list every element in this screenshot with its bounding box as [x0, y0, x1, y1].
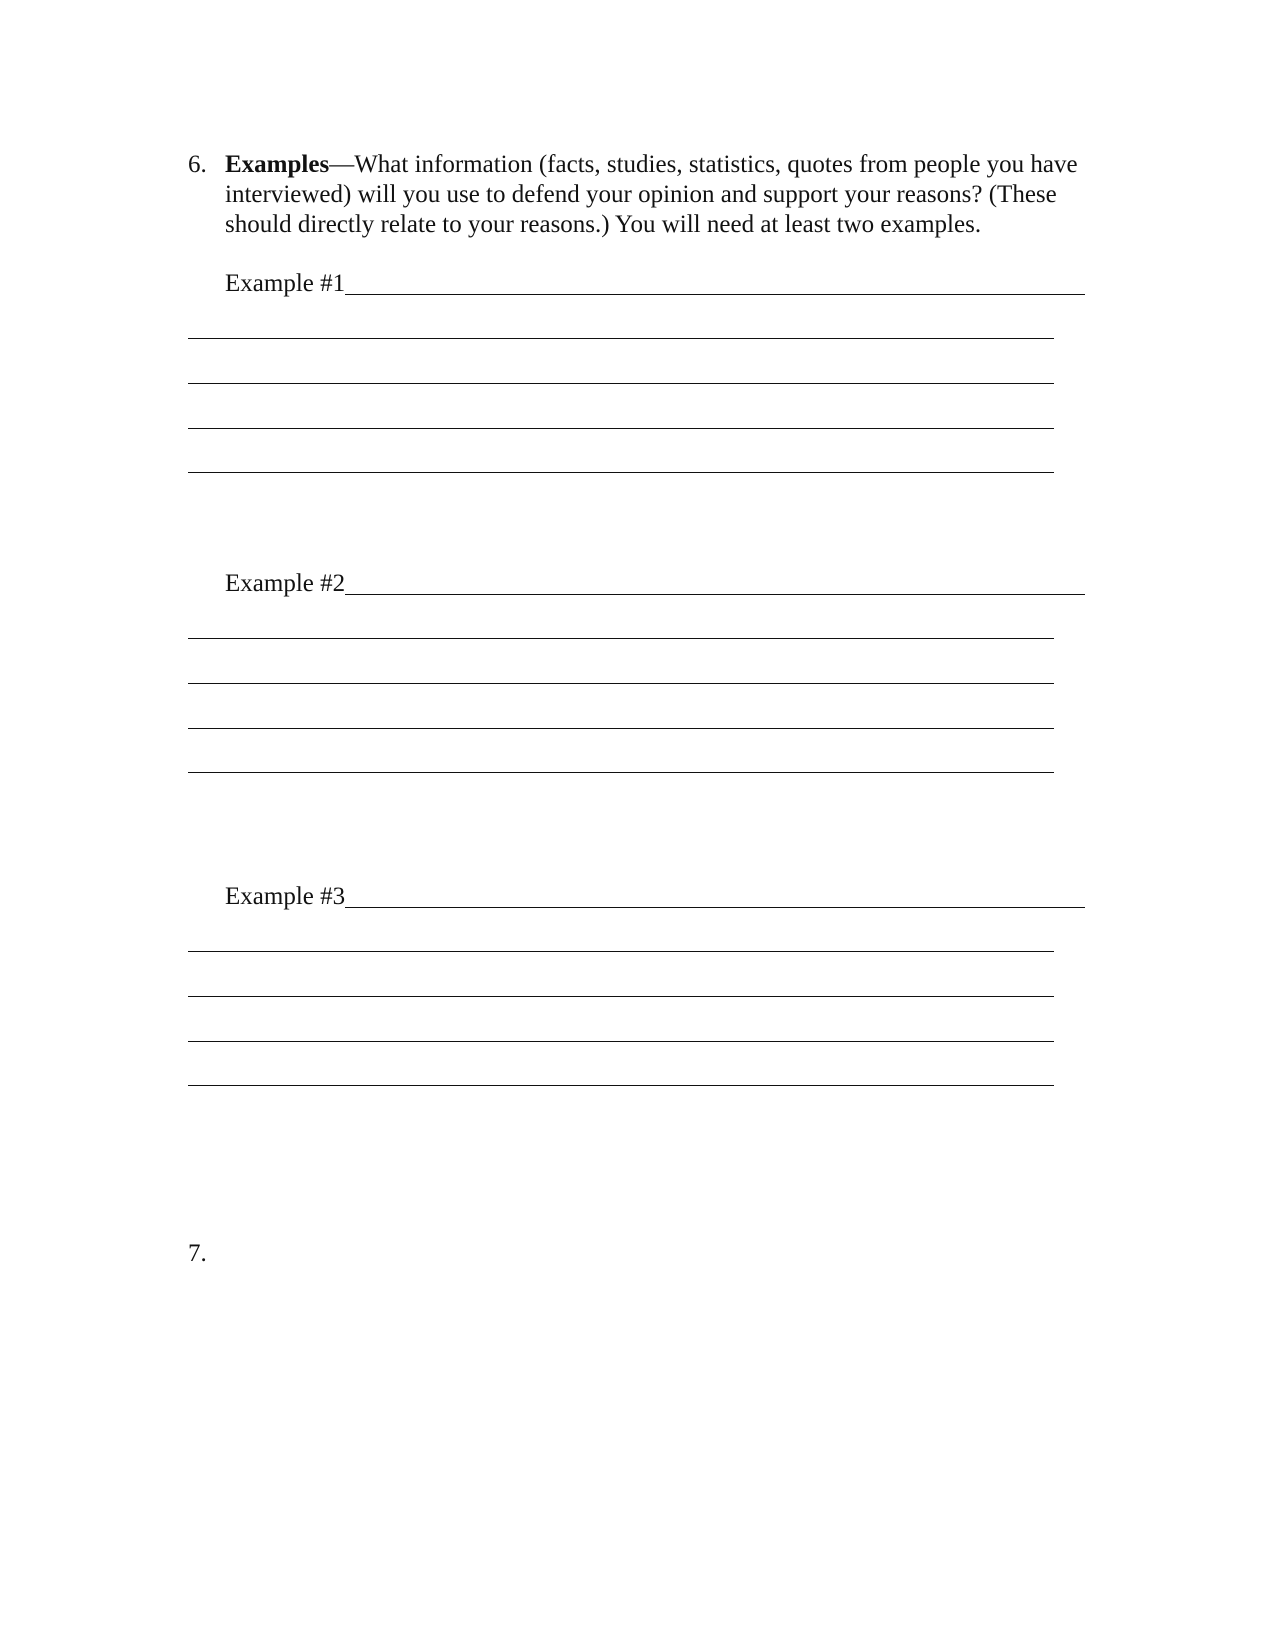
example-1-answer-line-1[interactable] — [188, 338, 1054, 339]
example-1-answer-line-3[interactable] — [188, 428, 1054, 429]
next-question-number: 7. — [188, 1240, 207, 1267]
example-2-answer-line-3[interactable] — [188, 728, 1054, 729]
question-line-2: interviewed) will you use to defend your opinion and support your reasons? (These — [225, 181, 1057, 208]
example-3-label: Example #3 — [225, 883, 346, 910]
example-2-answer-line-2[interactable] — [188, 683, 1054, 684]
question-line-1 — [225, 150, 1125, 180]
example-3-title-line[interactable] — [345, 907, 1085, 908]
example-2-title-line[interactable] — [345, 594, 1085, 595]
question-title: Examples — [225, 151, 330, 178]
example-3-answer-line-4[interactable] — [188, 1085, 1054, 1086]
example-2-answer-line-1[interactable] — [188, 638, 1054, 639]
example-1-answer-line-2[interactable] — [188, 383, 1054, 384]
example-3-answer-line-3[interactable] — [188, 1041, 1054, 1042]
example-3-answer-line-1[interactable] — [188, 951, 1054, 952]
example-1-title-line[interactable] — [345, 294, 1085, 295]
question-prompt — [225, 150, 1125, 240]
question-line-1-text: —What information (facts, studies, statistics, quotes from people you have — [329, 151, 1078, 178]
example-2-answer-line-4[interactable] — [188, 772, 1054, 773]
example-1-label: Example #1 — [225, 270, 346, 297]
question-number: 6. — [188, 151, 207, 178]
example-2-label: Example #2 — [225, 570, 346, 597]
question-line-3: should directly relate to your reasons.) You will need at least two examples. — [225, 211, 982, 238]
example-1-answer-line-4[interactable] — [188, 472, 1054, 473]
example-3-answer-line-2[interactable] — [188, 996, 1054, 997]
